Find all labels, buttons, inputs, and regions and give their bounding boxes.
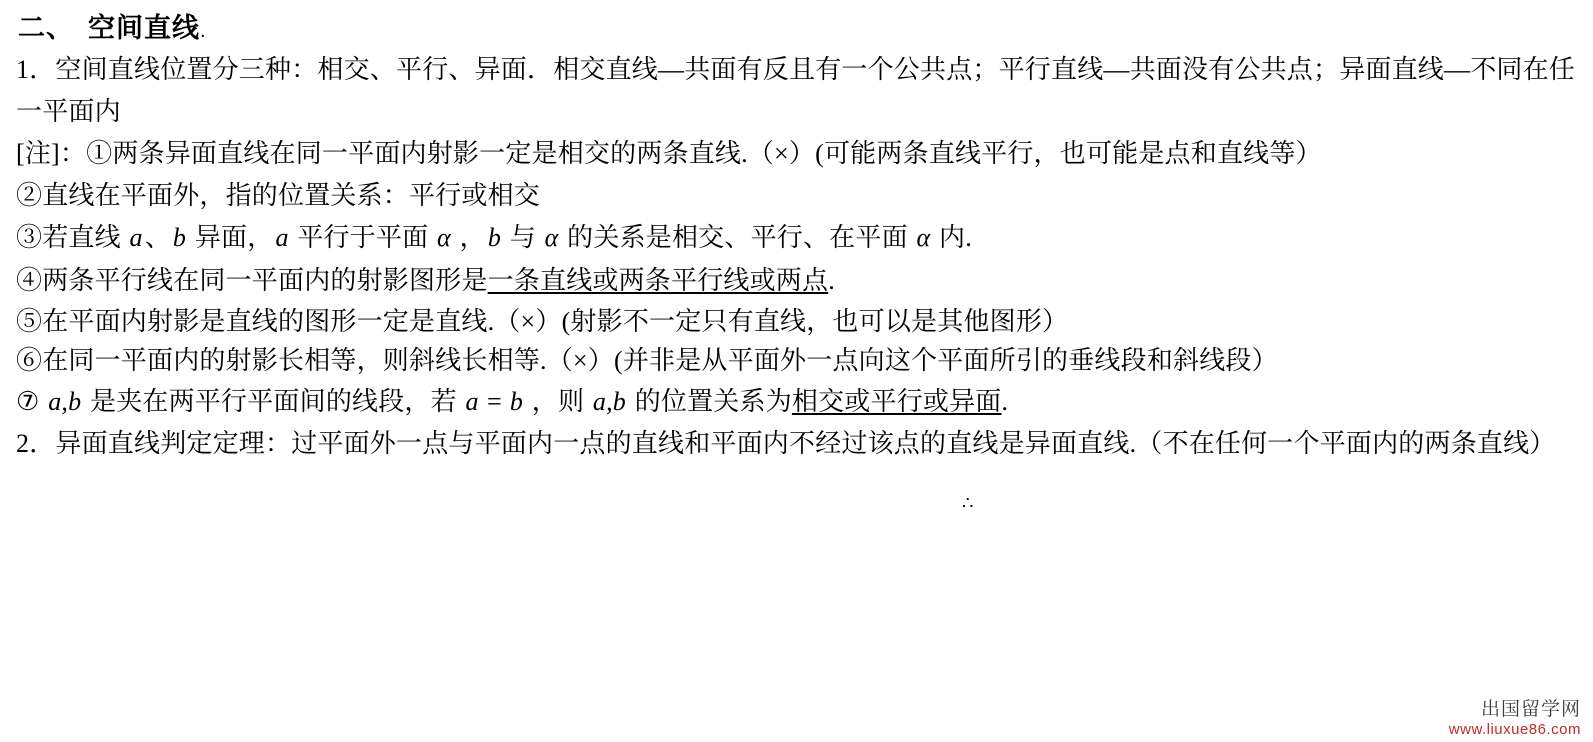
note7-underlined-answer: 相交或平行或异面 [791,386,1002,416]
paragraph-note-2: ②直线在平面外，指的位置关系：平行或相交 [16,181,541,211]
note3-suffix: 内. [932,223,972,253]
note3-mid1: 、 [144,223,171,253]
note4-underlined-answer: 一条直线或两条平行线或两点 [487,265,829,295]
paragraph-note-1: [注]：①两条异面直线在同一平面内射影一定是相交的两条直线.（×）(可能两条直线平行，也可能是点和直线等） [16,139,1322,169]
note4-prefix: ④两条平行线在同一平面内的射影图形是 [16,265,488,295]
note3-var-a2: a [275,223,289,253]
note3-var-alpha3: α [916,223,931,253]
note3-mid4: ， [452,223,486,253]
note7-suffix: . [1001,386,1009,416]
note7-mid3: 的位置关系为 [628,386,792,416]
watermark-site-url: www.liuxue86.com [1448,720,1581,738]
section-heading [18,6,1593,45]
note3-var-b2: b [487,223,502,253]
paragraph-note-3 [16,217,1579,259]
paragraph-note-6: ⑥在同一平面内的射影长相等，则斜线长相等.（×）(并非是从平面外一点向这个平面所引的垂线段和斜线段） [16,346,1278,376]
section-heading-trailing: . [200,20,207,42]
section-title: 空间直线 [88,13,200,43]
watermark-site-name: 出国留学网 [1480,698,1581,720]
note7-var-ab2: a,b [592,386,626,416]
document-page [0,6,1593,742]
note3-var-alpha2: α [544,223,559,253]
note3-mid6: 的关系是相交、平行、在平面 [560,223,915,253]
note3-var-a1: a [129,223,143,253]
note4-suffix: . [828,265,835,295]
note3-mid3: 平行于平面 [290,223,436,253]
note3-mid5: 与 [503,223,543,253]
therefore-mark: ∴ [962,493,978,513]
note3-var-b1: b [172,223,187,253]
paragraph-note-5: ⑤在平面内射影是直线的图形一定是直线.（×）(射影不一定只有直线，也可以是其他图形） [16,306,1069,336]
note3-prefix: ③若直线 [16,223,128,253]
paragraph-skew-line-theorem: 2．异面直线判定定理：过平面外一点与平面内一点的直线和平面内不经过该点的直线是异面直线.（不在任何一个平面内的两条直线） [16,428,1556,458]
paragraph-note-4 [16,260,1579,302]
note7-prefix: ⑦ [16,386,47,416]
watermark [1449,699,1581,738]
paragraph-note-7 [16,381,1579,423]
note7-mid1: 是夹在两平行平面间的线段，若 [83,386,464,416]
note7-equation: a = b [465,386,524,416]
paragraph-position-types: 1．空间直线位置分三种：相交、平行、异面．相交直线—共面有反且有一个公共点；平行直线—共面没有公共点；异面直线—不同在任一平面内 [16,55,1576,127]
note3-var-alpha1: α [437,223,451,253]
note7-mid2: ，则 [525,386,591,416]
note7-var-ab1: a,b [48,386,82,416]
note3-mid2: 异面， [188,223,274,253]
section-number: 二、 [18,13,74,43]
